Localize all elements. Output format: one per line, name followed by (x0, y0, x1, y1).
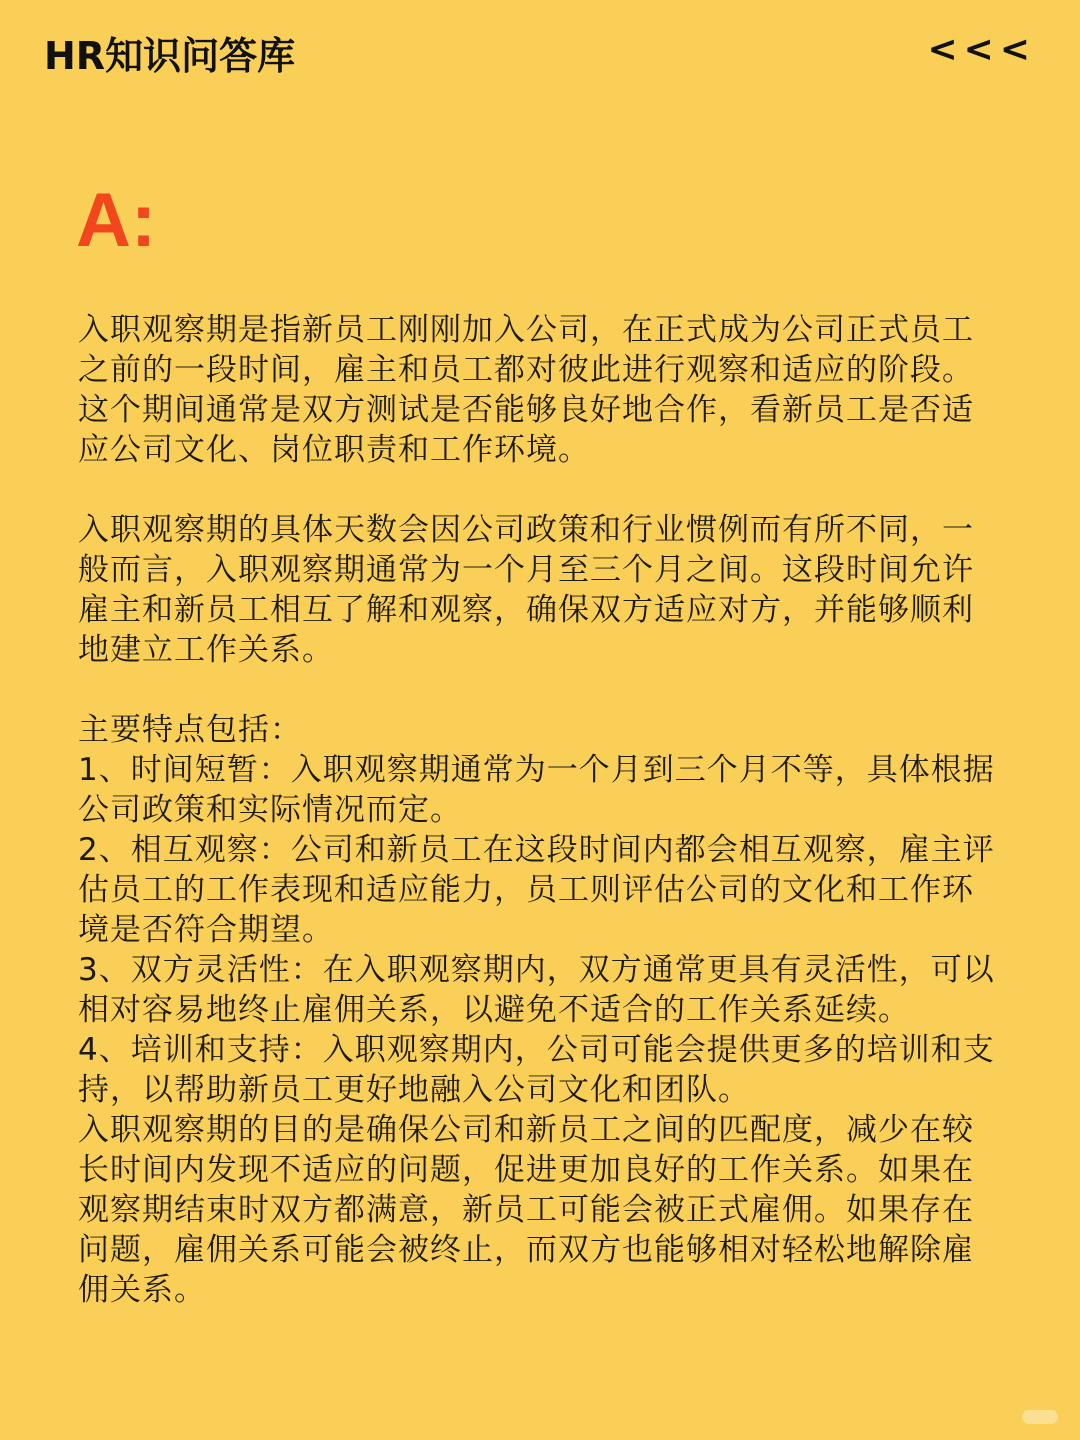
watermark-badge (1022, 1410, 1058, 1424)
page-title: HR知识问答库 (44, 34, 296, 78)
answer-label: A: (76, 178, 157, 263)
answer-body (78, 310, 998, 1310)
paragraph-spacer (78, 470, 998, 510)
feature-item: 3、双方灵活性：在入职观察期内，双方通常更具有灵活性，可以相对容易地终止雇佣关系，以避免不适合的工作关系延续。 (78, 952, 995, 1028)
feature-item: 1、时间短暂：入职观察期通常为一个月到三个月不等，具体根据公司政策和实际情况而定。 (78, 752, 995, 828)
paragraph-conclusion: 入职观察期的目的是确保公司和新员工之间的匹配度，减少在较长时间内发现不适应的问题，促进更加良好的工作关系。如果在观察期结束时双方都满意，新员工可能会被正式雇佣。如果存在问题，雇佣关系可能会被终止，而双方也能够相对轻松地解除雇佣关系。 (78, 1112, 974, 1308)
feature-item: 2、相互观察：公司和新员工在这段时间内都会相互观察，雇主评估员工的工作表现和适应能力，员工则评估公司的文化和工作环境是否符合期望。 (78, 832, 995, 948)
paragraph-duration: 入职观察期的具体天数会因公司政策和行业惯例而有所不同，一般而言，入职观察期通常为一个月至三个月之间。这段时间允许雇主和新员工相互了解和观察，确保双方适应对方，并能够顺利地建立工作关系。 (78, 512, 974, 668)
back-chevrons-icon[interactable]: <<< (927, 29, 1036, 70)
paragraph-definition: 入职观察期是指新员工刚刚加入公司，在正式成为公司正式员工之前的一段时间，雇主和员工都对彼此进行观察和适应的阶段。这个期间通常是双方测试是否能够良好地合作，看新员工是否适应公司文化、岗位职责和工作环境。 (78, 312, 974, 468)
features-heading: 主要特点包括： (78, 712, 302, 748)
feature-item: 4、培训和支持：入职观察期内，公司可能会提供更多的培训和支持，以帮助新员工更好地融入公司文化和团队。 (78, 1032, 995, 1108)
paragraph-spacer (78, 670, 998, 710)
